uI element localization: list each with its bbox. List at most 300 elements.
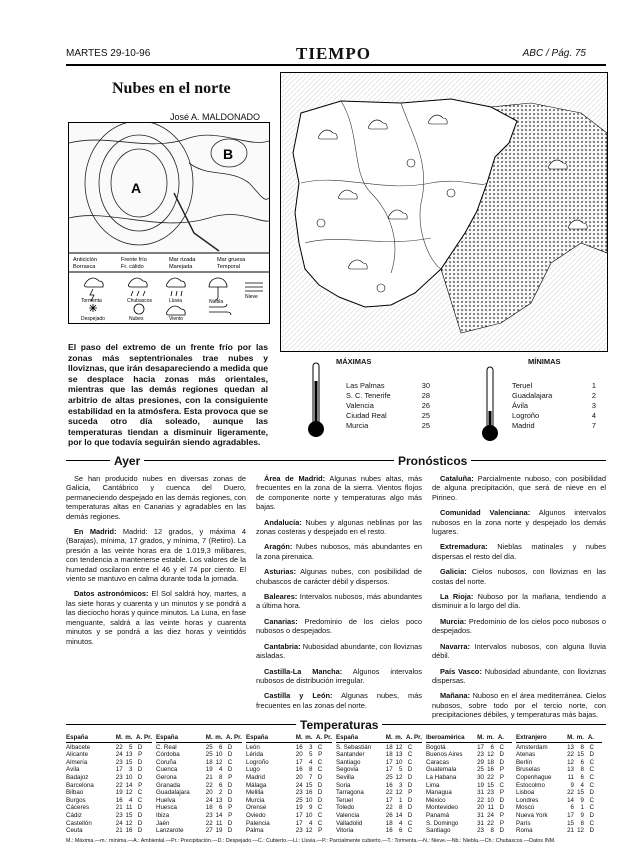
ayer-paragraph: Se han producido nubes en diversas zonas de Galicia, Cantábrico y cuenca del Duero, permaneciendo despejado en las demás regiones, con temperaturas altas en Canarias y agradables en las demás regiones. (66, 474, 246, 521)
table-cell: Logroño (246, 758, 269, 766)
table-cell: 21 (115, 804, 123, 812)
table-cell: 26 (385, 811, 393, 819)
table-row (246, 759, 332, 767)
table-cell: P (228, 811, 233, 819)
table-cell: 17 (295, 819, 303, 827)
legend-nieve: Nieve (245, 294, 258, 300)
table-row (156, 774, 242, 782)
table-cell: 30 (477, 773, 484, 781)
table-row (426, 797, 512, 805)
table-cell: Sevilla (336, 773, 355, 781)
table-cell: 13 (567, 743, 574, 751)
table-cell: Palencia (246, 819, 270, 827)
table-cell (232, 804, 242, 812)
table-cell: 12 (215, 758, 223, 766)
pronosticos-title: Pronósticos (394, 454, 471, 468)
table-cell: Almería (66, 758, 88, 766)
table-cell: C (407, 758, 413, 766)
table-row (156, 782, 242, 790)
legend-borrasca: Borrasca (73, 264, 96, 270)
table-cell: 22 (115, 743, 123, 751)
table-cell: La Habana (426, 773, 457, 781)
forecast-item: Extremadura: Nieblas matinales y nubes dispersas el resto del día. (432, 542, 606, 561)
table-cell: León (246, 743, 260, 751)
table-cell (142, 751, 152, 759)
table-cell: 8 (218, 773, 223, 781)
table-cell: 22 (477, 796, 484, 804)
table-cell (142, 812, 152, 820)
table-cell (142, 759, 152, 767)
table-cell: 16 (295, 743, 303, 751)
column-header: m. (395, 734, 403, 741)
table-cell: C (589, 766, 594, 774)
temperature-table (426, 734, 512, 835)
table-cell: 16 (487, 766, 494, 774)
table-cell: 5 (128, 743, 133, 751)
showers-icon (129, 278, 148, 296)
table-cell: 8 (308, 766, 313, 774)
table-cell (142, 820, 152, 828)
table-cell (232, 812, 242, 820)
minimas-row: Ávila 3 (512, 401, 596, 410)
legend-chubascos: Chubascos (127, 298, 153, 304)
table-row (516, 812, 602, 820)
table-row (66, 759, 152, 767)
table-row (156, 820, 242, 828)
table-cell: P (318, 751, 323, 759)
table-cell: D (589, 751, 594, 759)
temperaturas-title: Temperaturas (296, 718, 382, 732)
table-cell: Santander (336, 751, 365, 759)
ayer-rule (66, 460, 606, 461)
table-cell: D (589, 811, 594, 819)
forecast-item: Mañana: Nuboso en el área mediterránea. Cielos nubosos, sobre todo por el tercio norte, con precipitaciones débiles, y temperaturas más bajas. (432, 691, 606, 720)
table-row (156, 759, 242, 767)
table-cell: 8 (580, 819, 584, 827)
table-cell: 29 (477, 758, 484, 766)
table-cell: 1 (398, 796, 403, 804)
table-cell: D (227, 743, 233, 751)
table-cell: 4 (308, 819, 313, 827)
table-cell: C (227, 758, 233, 766)
table-cell: Cuenca (156, 766, 178, 774)
table-cell: 6 (398, 827, 403, 835)
column-header: España (336, 734, 359, 741)
table-cell: 6 (580, 758, 584, 766)
table-cell: Bogotá (426, 743, 446, 751)
table-cell: 16 (385, 827, 393, 835)
table-header (66, 734, 152, 743)
thermometer-min-icon (480, 365, 500, 445)
table-cell: 10 (305, 811, 313, 819)
column-header: España (246, 734, 269, 741)
table-cell: 18 (487, 758, 494, 766)
legend-frente-frio: Frente frío (121, 257, 147, 263)
legend-viento: Viento (169, 316, 184, 322)
table-row (246, 774, 332, 782)
table-cell: C (407, 751, 413, 759)
table-cell: D (227, 827, 233, 835)
forecast-item: Asturias: Algunas nubes, con posibilidad de chubascos de carácter débil y dispersos. (256, 567, 422, 586)
table-cell: París (516, 819, 531, 827)
sun-icon (134, 304, 144, 314)
table-cell: D (137, 811, 143, 819)
table-cell (412, 751, 422, 759)
table-row (336, 759, 422, 767)
table-cell: 11 (216, 819, 223, 827)
table-cell (322, 789, 332, 797)
table-row (516, 820, 602, 828)
table-cell (322, 751, 332, 759)
table-cell: Santiago (426, 827, 451, 835)
table-cell: 25 (205, 751, 213, 759)
table-cell: 1 (580, 804, 584, 812)
table-cell: Toledo (336, 804, 355, 812)
table-cell: 17 (385, 796, 393, 804)
table-cell: 18 (385, 751, 393, 759)
headline: Nubes en el norte (112, 80, 231, 97)
table-cell (412, 797, 422, 805)
table-cell (142, 827, 152, 835)
table-cell (322, 820, 332, 828)
table-cell: D (589, 827, 594, 835)
table-cell: 8 (580, 743, 584, 751)
table-cell: Teruel (336, 796, 353, 804)
table-cell: C (317, 758, 323, 766)
table-row (246, 804, 332, 812)
table-cell: D (227, 819, 233, 827)
table-cell: 23 (115, 773, 123, 781)
table-cell: C (317, 766, 323, 774)
table-cell: Murcia (246, 796, 265, 804)
table-cell (232, 789, 242, 797)
forecast-item: Canarias: Predominio de los cielos poco nubosos o despejados. (256, 616, 422, 636)
table-cell (232, 751, 242, 759)
table-row (246, 827, 332, 835)
table-cell: 13 (395, 751, 403, 759)
forecast-item: Cataluña: Parcialmente nuboso, con posibilidad de alguna precipitación, que será de nieve en el Pirineo. (432, 474, 606, 502)
table-cell: Tarragona (336, 789, 364, 797)
table-cell: D (227, 796, 233, 804)
table-cell: 23 (115, 758, 123, 766)
low-pressure-b: B (223, 146, 234, 162)
legend-mar-rizada: Mar rizada (169, 257, 196, 263)
table-cell (412, 804, 422, 812)
table-cell: C. Real (156, 743, 177, 751)
table-cell: 14 (395, 811, 403, 819)
table-cell: P (499, 819, 504, 827)
table-cell: Nueva York (516, 811, 548, 819)
table-cell: P (499, 789, 504, 797)
spain-weather-map (280, 72, 608, 352)
table-cell: 6 (490, 743, 494, 751)
forecast-item: Área de Madrid: Algunas nubes altas, más frecuentes en la zona de la sierra. Vientos flojos de componente norte y temperaturas algo más bajas. (256, 474, 422, 512)
table-cell (412, 820, 422, 828)
table-cell: Melilla (246, 789, 264, 797)
table-cell (412, 812, 422, 820)
table-cell: 16 (115, 796, 123, 804)
table-row (336, 804, 422, 812)
table-cell: 25 (295, 796, 303, 804)
table-cell (142, 744, 152, 752)
table-cell (412, 782, 422, 790)
table-cell (232, 774, 242, 782)
table-cell: 24 (115, 751, 123, 759)
table-cell: 17 (295, 811, 303, 819)
table-cell: Lanzarote (156, 827, 184, 835)
legend-anticiclon: Anticiclón (73, 257, 97, 263)
table-header (156, 734, 242, 743)
table-row (246, 789, 332, 797)
table-cell: 12 (567, 758, 574, 766)
table-row (426, 789, 512, 797)
forecast-item: Castilla-La Mancha: Algunos intervalos nubosos de distribución irregular. (256, 666, 422, 685)
table-cell (142, 789, 152, 797)
table-row (156, 797, 242, 805)
table-cell: 23 (295, 827, 303, 835)
table-cell: Panamá (426, 811, 450, 819)
table-cell (232, 782, 242, 790)
column-header: A. (136, 734, 143, 741)
maximas-row: Las Palmas 30 (346, 381, 430, 390)
table-cell: Lugo (246, 766, 260, 774)
table-cell: Valencia (336, 811, 360, 819)
table-cell: Lérida (246, 751, 264, 759)
table-cell: 24 (205, 796, 213, 804)
table-cell: C (407, 827, 413, 835)
table-cell: 15 (567, 819, 574, 827)
table-cell: 23 (295, 789, 303, 797)
page-number: ABC / Pág. 75 (522, 48, 586, 59)
table-cell: 22 (487, 773, 494, 781)
table-row (516, 744, 602, 752)
table-row (426, 827, 512, 835)
table-cell: Soria (336, 781, 351, 789)
table-row (516, 782, 602, 790)
table-row (66, 774, 152, 782)
table-cell: 17 (295, 758, 303, 766)
table-cell: S. Sebastián (336, 743, 372, 751)
table-cell: 20 (205, 789, 213, 797)
table-cell: Londres (516, 796, 539, 804)
table-row (516, 797, 602, 805)
temperature-tables (66, 734, 606, 834)
table-cell: 18 (205, 758, 213, 766)
table-cell: 31 (477, 811, 484, 819)
table-cell: 14 (125, 781, 133, 789)
minimas-row: Guadalajara 2 (512, 391, 596, 400)
table-cell: 19 (115, 789, 123, 797)
maximas-title: MÁXIMAS (336, 357, 372, 366)
table-cell: Castellón (66, 819, 92, 827)
table-cell: D (227, 766, 233, 774)
table-row (66, 751, 152, 759)
isobar-map (69, 123, 269, 323)
table-cell: 16 (305, 789, 313, 797)
legend-nubes: Nubes (129, 316, 144, 322)
minimas-row: Teruel 1 (512, 381, 596, 390)
forecast-item: La Rioja: Nuboso por la mañana, tendiendo a disminuir a lo largo del día. (432, 592, 606, 611)
table-cell: 4 (308, 758, 313, 766)
table-row (336, 812, 422, 820)
forecast-item: Cantabria: Nubosidad abundante, con lloviznas aisladas. (256, 641, 422, 661)
forecast-item: Comunidad Valenciana: Algunos intervalos nubosos en la zona norte y despejado los demás lugares. (432, 508, 606, 537)
column-header: M. (385, 734, 393, 741)
table-cell: 18 (205, 804, 213, 812)
table-cell: Berlín (516, 758, 533, 766)
ayer-section-title (110, 452, 144, 470)
table-cell: D (137, 819, 143, 827)
byline: José A. MALDONADO (170, 112, 261, 122)
map-graphic (281, 73, 607, 351)
table-cell: 21 (115, 827, 123, 835)
table-cell: 23 (205, 811, 213, 819)
table-cell: P (499, 811, 504, 819)
forecast-item: País Vasco: Nubosidad abundante, con lloviznas dispersas. (432, 666, 606, 685)
table-cell: 8 (580, 766, 584, 774)
table-cell: D (407, 804, 413, 812)
maximas-row: Ciudad Real 25 (346, 411, 430, 420)
column-header: España (156, 734, 179, 741)
table-cell: Jaén (156, 819, 170, 827)
table-cell: 24 (115, 819, 123, 827)
table-cell: Segovia (336, 766, 359, 774)
table-cell: 21 (205, 773, 213, 781)
wind-icon (209, 304, 231, 315)
table-cell: C (317, 804, 323, 812)
table-cell: 17 (115, 766, 123, 774)
table-row (336, 751, 422, 759)
synoptic-figure (68, 122, 270, 324)
ayer-title: Ayer (110, 454, 144, 468)
table-cell: 6 (570, 804, 574, 812)
maximas-row: Valencia 26 (346, 401, 430, 410)
fog-icon (245, 283, 263, 291)
table-cell: 5 (398, 766, 403, 774)
maximas-row: Murcia 25 (346, 421, 430, 430)
table-cell: Caracas (426, 758, 450, 766)
table-cell (322, 804, 332, 812)
table-cell: Roma (516, 827, 533, 835)
table-row (426, 812, 512, 820)
table-row (66, 797, 152, 805)
table-cell (142, 774, 152, 782)
table-cell (232, 766, 242, 774)
temperature-table (66, 734, 152, 835)
minimas-list (512, 381, 596, 431)
table-row (516, 759, 602, 767)
pronosticos-column-1 (256, 474, 422, 716)
table-cell: 14 (215, 811, 223, 819)
table-cell: P (228, 804, 233, 812)
table-cell: 17 (385, 766, 393, 774)
table-row (246, 744, 332, 752)
table-cell: Orense (246, 804, 267, 812)
table-cell: 13 (125, 751, 133, 759)
table-row (336, 774, 422, 782)
table-cell: Vitoria (336, 827, 354, 835)
table-cell: Estocolmo (516, 781, 545, 789)
table-cell: 8 (490, 827, 494, 835)
table-cell: D (407, 766, 413, 774)
table-cell: 22 (385, 789, 393, 797)
ayer-column (66, 474, 246, 652)
temperature-table (516, 734, 602, 835)
table-cell: 19 (295, 804, 303, 812)
table-cell: 8 (398, 804, 403, 812)
table-header (336, 734, 422, 743)
table-row (516, 804, 602, 812)
maximas-row: S. C. Tenerife 28 (346, 391, 430, 400)
temperature-table (246, 734, 332, 835)
table-cell: C (589, 804, 594, 812)
table-cell: 12 (125, 819, 133, 827)
table-cell (232, 827, 242, 835)
column-header: A. (316, 734, 323, 741)
table-row (66, 744, 152, 752)
table-cell: 17 (567, 811, 574, 819)
table-row (156, 789, 242, 797)
table-row (156, 751, 242, 759)
table-cell: Bruselas (516, 766, 541, 774)
table-cell: Managua (426, 789, 452, 797)
table-cell: D (137, 766, 143, 774)
table-cell: D (317, 796, 323, 804)
table-cell: C (589, 743, 594, 751)
header-date: MARTES 29-10-96 (66, 48, 151, 59)
column-header: Pr. (414, 734, 422, 741)
table-cell: 7 (308, 773, 313, 781)
table-cell: 6 (218, 781, 223, 789)
table-cell: D (499, 827, 504, 835)
table-cell: C (589, 758, 594, 766)
pronosticos-section-title (394, 452, 471, 470)
table-row (336, 797, 422, 805)
forecast-item: Andalucía: Nubes y algunas neblinas por las zonas costeras y despejado en el resto. (256, 517, 422, 537)
table-cell (322, 782, 332, 790)
table-cell: P (138, 751, 143, 759)
column-header: m. (486, 734, 494, 741)
table-cell: Lima (426, 781, 440, 789)
table-cell (142, 766, 152, 774)
table-cell: Ávila (66, 766, 80, 774)
table-cell (322, 797, 332, 805)
table-cell: 17 (477, 743, 484, 751)
table-cell: C (499, 743, 504, 751)
table-row (66, 820, 152, 828)
table-cell: 4 (218, 766, 223, 774)
table-cell: Huelva (156, 796, 176, 804)
table-cell: 16 (295, 766, 303, 774)
table-cell: D (137, 773, 143, 781)
table-row (426, 804, 512, 812)
table-cell (232, 744, 242, 752)
temperature-extremes (280, 357, 606, 453)
table-cell: 14 (567, 796, 574, 804)
table-cell: D (227, 781, 233, 789)
table-cell: D (407, 781, 413, 789)
table-cell: C (317, 743, 323, 751)
table-cell: 11 (487, 804, 494, 812)
table-row (336, 820, 422, 828)
table-cell: Amsterdam (516, 743, 548, 751)
table-row (336, 827, 422, 835)
table-cell: C (589, 819, 594, 827)
table-cell (322, 827, 332, 835)
table-cell: 10 (487, 796, 494, 804)
table-cell: Huesca (156, 804, 177, 812)
table-cell: 9 (580, 796, 584, 804)
